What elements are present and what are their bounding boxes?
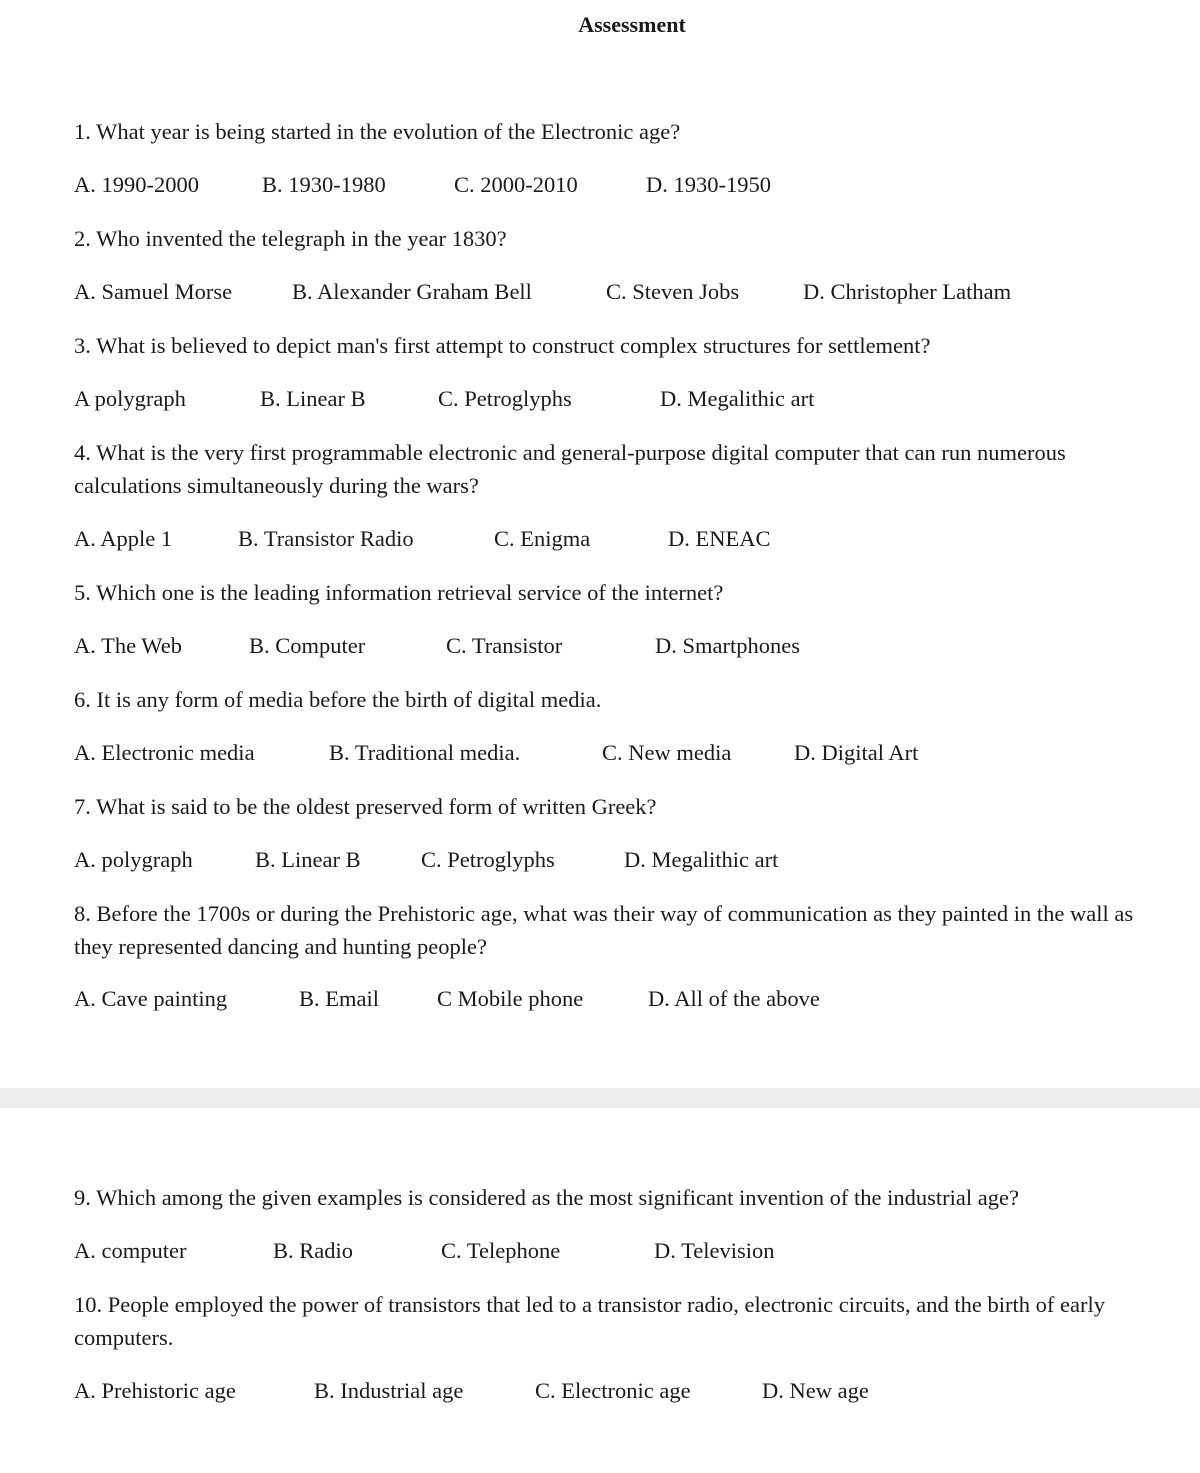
option-b: B. Alexander Graham Bell [292,279,532,304]
option-c: C. New media [602,740,732,765]
question-4: 4. What is the very first programmable electronic and general-purpose digital computer that can run numerous calculations simultaneously during the wars? [74,440,1066,498]
question-9-options [74,1236,1174,1266]
option-d: D. Digital Art [794,740,919,765]
option-d: D. Megalithic art [624,847,779,872]
option-d: D. 1930-1950 [646,172,771,197]
option-b: B. Traditional media. [329,740,521,765]
question-1: 1. What year is being started in the evolution of the Electronic age? [74,119,681,144]
option-d: D. Smartphones [655,633,800,658]
question-3-options [74,384,1174,414]
option-a: A. Electronic media [74,740,255,765]
page-separator [0,1088,1200,1108]
option-a: A. computer [74,1238,187,1263]
page-title: Assessment [578,12,686,37]
option-d: D. New age [762,1378,869,1403]
question-9: 9. Which among the given examples is considered as the most significant invention of the industrial age? [74,1185,1019,1210]
question-5-options [74,631,1174,661]
question-6-options [74,738,1174,768]
question-8-options [74,984,1174,1014]
option-a: A polygraph [74,386,186,411]
option-a: A. Samuel Morse [74,279,233,304]
question-8: 8. Before the 1700s or during the Prehistoric age, what was their way of communication as they painted in the wall as they represented dancing and hunting people? [74,901,1134,959]
option-d: D. Christopher Latham [803,279,1012,304]
question-7: 7. What is said to be the oldest preserved form of written Greek? [74,794,657,819]
option-b: B. Transistor Radio [238,526,414,551]
option-d: D. Television [654,1238,775,1263]
option-c: C. Enigma [494,526,591,551]
question-10-options [74,1376,1174,1406]
option-a: A. The Web [74,633,182,658]
document-page-2 [0,1108,1200,1473]
option-b: B. Computer [249,633,366,658]
question-10: 10. People employed the power of transistors that led to a transistor radio, electronic circuits, and the birth of early computers. [74,1292,1105,1350]
option-a: A. polygraph [74,847,193,872]
option-a: A. Apple 1 [74,526,173,551]
option-a: A. 1990-2000 [74,172,199,197]
option-c: C. Telephone [441,1238,561,1263]
question-7-options [74,845,1174,875]
option-b: B. Email [299,986,379,1011]
option-d: D. ENEAC [668,526,771,551]
option-b: B. Linear B [255,847,361,872]
question-2-options [74,277,1174,307]
option-c: C. Electronic age [535,1378,691,1403]
option-c: C. Petroglyphs [421,847,555,872]
option-c: C. Transistor [446,633,563,658]
option-d: D. Megalithic art [660,386,815,411]
question-1-options [74,170,1174,200]
question-2: 2. Who invented the telegraph in the year 1830? [74,226,507,251]
option-c: C. 2000-2010 [454,172,578,197]
option-c: C. Steven Jobs [606,279,740,304]
option-b: B. 1930-1980 [262,172,386,197]
question-6: 6. It is any form of media before the birth of digital media. [74,687,602,712]
option-c: C. Petroglyphs [438,386,572,411]
question-4-options [74,524,1174,554]
question-5: 5. Which one is the leading information retrieval service of the internet? [74,580,724,605]
option-b: B. Industrial age [314,1378,464,1403]
question-3: 3. What is believed to depict man's first attempt to construct complex structures for settlement? [74,333,931,358]
option-b: B. Linear B [260,386,366,411]
option-c: C Mobile phone [437,986,584,1011]
option-b: B. Radio [273,1238,354,1263]
option-d: D. All of the above [648,986,820,1011]
option-a: A. Prehistoric age [74,1378,236,1403]
option-a: A. Cave painting [74,986,228,1011]
